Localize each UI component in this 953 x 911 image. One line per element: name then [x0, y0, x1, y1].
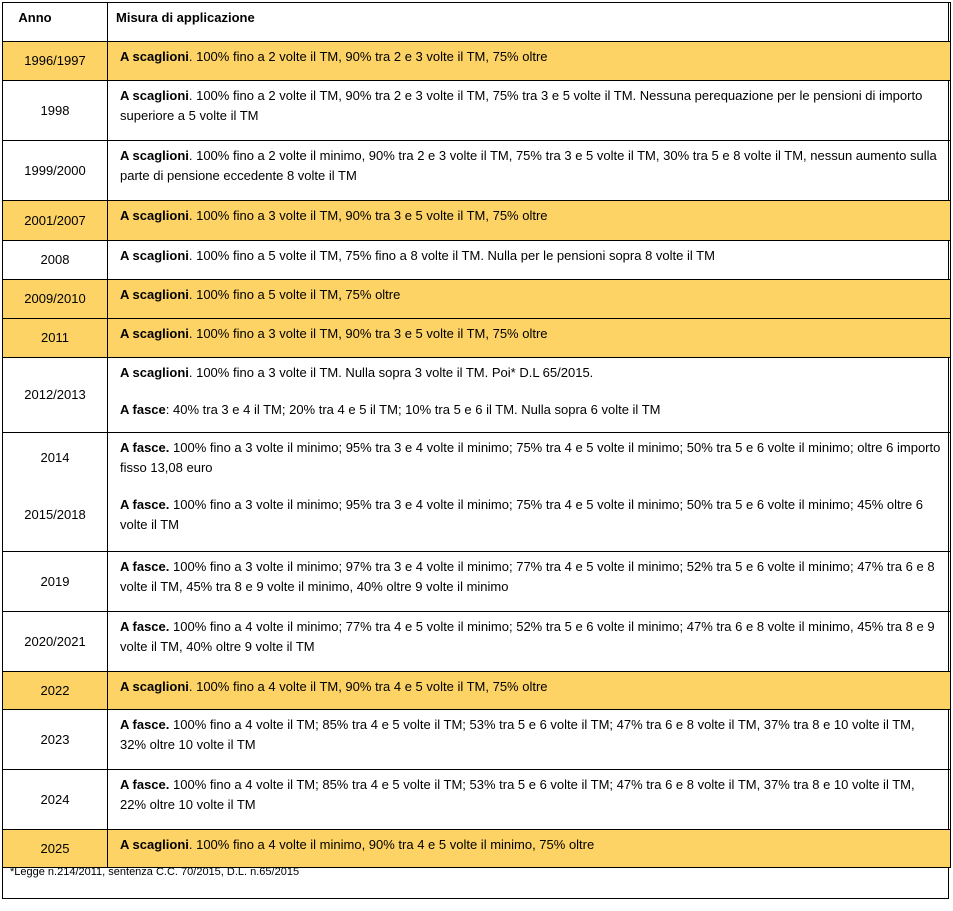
misura-cell	[108, 280, 951, 319]
misura-paragraph	[120, 324, 942, 344]
misura-type-label: A fasce.	[120, 440, 170, 455]
misura-cell	[108, 319, 951, 358]
anno-cell: 1996/1997	[3, 42, 108, 81]
table-row	[3, 552, 951, 612]
anno-cell: 2020/2021	[3, 612, 108, 672]
table-row	[3, 612, 951, 672]
misura-text: . 100% fino a 3 volte il TM. Nulla sopra 3 volte il TM. Poi* D.L 65/2015.	[188, 365, 594, 380]
misura-cell	[108, 672, 951, 710]
misura-paragraph	[120, 617, 942, 657]
misura-paragraph	[120, 246, 942, 266]
misura-text: . 100% fino a 5 volte il TM, 75% oltre	[188, 287, 401, 302]
misura-text: . 100% fino a 2 volte il minimo, 90% tra 2 e 3 volte il TM, 75% tra 3 e 5 volte il TM, 30% tra 5 e 8 volte il TM, nessun aumento sulla parte di pensione eccedente 8 volte il TM	[120, 148, 937, 183]
anno-cell: 2001/2007	[3, 201, 108, 241]
anno-cell: 2022	[3, 672, 108, 710]
misura-paragraph	[120, 400, 942, 420]
footnote: *Legge n.214/2011, sentenza C.C. 70/2015, D.L. n.65/2015	[10, 866, 300, 878]
misura-type-label: A scaglioni	[120, 88, 189, 103]
misura-paragraph	[120, 47, 942, 67]
table-row	[3, 770, 951, 830]
misura-type-label: A fasce.	[120, 777, 170, 792]
table-row	[3, 201, 951, 241]
anno-cell: 2023	[3, 710, 108, 770]
anno-cell: 2011	[3, 319, 108, 358]
misura-type-label: A scaglioni	[120, 679, 189, 694]
anno-cell: 1998	[3, 81, 108, 141]
misura-cell	[108, 612, 951, 672]
anno-cell: 2025	[3, 830, 108, 868]
misura-cell	[108, 42, 951, 81]
table-row	[3, 672, 951, 710]
misura-paragraph	[120, 715, 942, 755]
misura-text: . 100% fino a 2 volte il TM, 90% tra 2 e 3 volte il TM, 75% oltre	[188, 49, 548, 64]
misura-type-label: A fasce.	[120, 497, 170, 512]
table-row	[3, 42, 951, 81]
misura-cell	[108, 141, 951, 201]
misura-paragraph	[120, 285, 942, 305]
misura-text: 100% fino a 3 volte il minimo; 97% tra 3 e 4 volte il minimo; 77% tra 4 e 5 volte il minimo; 52% tra 5 e 6 volte il minimo; 47% tra 6 e 8 volte il TM, 45% tra 8 e 9 volte il minimo, 40% oltre 9 volte il minimo	[120, 559, 935, 594]
misura-paragraph	[120, 835, 942, 855]
anno-cell: 2012/2013	[3, 358, 108, 433]
misura-cell	[108, 830, 951, 868]
misura-type-label: A scaglioni	[120, 208, 189, 223]
perequazione-table	[2, 2, 951, 868]
misura-text: 100% fino a 3 volte il minimo; 95% tra 3 e 4 volte il minimo; 75% tra 4 e 5 volte il minimo; 50% tra 5 e 6 volte il minimo; 45% oltre 6 volte il TM	[120, 497, 924, 532]
table-header-row	[3, 3, 951, 42]
table-row	[3, 141, 951, 201]
anno-cell: 2008	[3, 241, 108, 280]
misura-paragraph	[120, 775, 942, 815]
misura-text: . 100% fino a 4 volte il TM, 90% tra 4 e 5 volte il TM, 75% oltre	[188, 679, 548, 694]
misura-text: : 40% tra 3 e 4 il TM; 20% tra 4 e 5 il TM; 10% tra 5 e 6 il TM. Nulla sopra 6 volte il TM	[165, 402, 661, 417]
misura-cell	[108, 241, 951, 280]
table-row	[3, 241, 951, 280]
anno-cell	[3, 433, 108, 552]
misura-text: 100% fino a 4 volte il minimo; 77% tra 4 e 5 volte il minimo; 52% tra 5 e 6 volte il minimo; 47% tra 6 e 8 volte il minimo, 45% tra 8 e 9 volte il TM, 40% oltre 9 volte il TM	[120, 619, 935, 654]
anno-value: 2014	[40, 450, 70, 465]
table-row	[3, 830, 951, 868]
misura-paragraph	[120, 677, 942, 697]
table-row	[3, 319, 951, 358]
misura-cell	[108, 770, 951, 830]
misura-cell	[108, 552, 951, 612]
header-anno: Anno	[3, 3, 108, 42]
table-row	[3, 433, 951, 552]
misura-cell	[108, 710, 951, 770]
table-row	[3, 81, 951, 141]
misura-text: . 100% fino a 4 volte il minimo, 90% tra 4 e 5 volte il minimo, 75% oltre	[188, 837, 595, 852]
misura-cell	[108, 433, 951, 552]
anno-cell: 2019	[3, 552, 108, 612]
table-row	[3, 358, 951, 433]
anno-value-secondary: 2015/2018	[24, 507, 86, 522]
anno-cell: 1999/2000	[3, 141, 108, 201]
misura-type-label: A scaglioni	[120, 365, 189, 380]
misura-type-label: A fasce.	[120, 619, 170, 634]
misura-paragraph	[120, 438, 942, 478]
misura-text: . 100% fino a 2 volte il TM, 90% tra 2 e 3 volte il TM, 75% tra 3 e 5 volte il TM. Nessuna perequazione per le pensioni di importo superiore a 5 volte il TM	[120, 88, 923, 123]
misura-text: 100% fino a 4 volte il TM; 85% tra 4 e 5 volte il TM; 53% tra 5 e 6 volte il TM; 47% tra 6 e 8 volte il TM, 37% tra 8 e 10 volte il TM, 32% oltre 10 volte il TM	[120, 717, 915, 752]
misura-cell	[108, 81, 951, 141]
table-row	[3, 280, 951, 319]
misura-text: . 100% fino a 5 volte il TM, 75% fino a 8 volte il TM. Nulla per le pensioni sopra 8 volte il TM	[188, 248, 715, 263]
misura-text: 100% fino a 3 volte il minimo; 95% tra 3 e 4 volte il minimo; 75% tra 4 e 5 volte il minimo; 50% tra 5 e 6 volte il minimo; oltre 6 importo fisso 13,08 euro	[120, 440, 941, 475]
anno-cell: 2009/2010	[3, 280, 108, 319]
misura-type-label: A scaglioni	[120, 326, 189, 341]
misura-type-label: A scaglioni	[120, 49, 189, 64]
misura-paragraph	[120, 206, 942, 226]
misura-type-label: A fasce	[120, 402, 166, 417]
misura-paragraph	[120, 495, 942, 535]
misura-type-label: A scaglioni	[120, 248, 189, 263]
misura-paragraph	[120, 557, 942, 597]
anno-cell: 2024	[3, 770, 108, 830]
misura-text: . 100% fino a 3 volte il TM, 90% tra 3 e 5 volte il TM, 75% oltre	[188, 208, 548, 223]
misura-paragraph	[120, 363, 942, 383]
misura-paragraph	[120, 146, 942, 186]
misura-type-label: A fasce.	[120, 559, 170, 574]
header-misura: Misura di applicazione	[108, 3, 951, 42]
misura-type-label: A scaglioni	[120, 148, 189, 163]
misura-cell	[108, 201, 951, 241]
misura-paragraph	[120, 86, 942, 126]
table-row	[3, 710, 951, 770]
misura-type-label: A scaglioni	[120, 287, 189, 302]
misura-type-label: A scaglioni	[120, 837, 189, 852]
misura-type-label: A fasce.	[120, 717, 170, 732]
misura-cell	[108, 358, 951, 433]
misura-text: 100% fino a 4 volte il TM; 85% tra 4 e 5 volte il TM; 53% tra 5 e 6 volte il TM; 47% tra 6 e 8 volte il TM, 37% tra 8 e 10 volte il TM, 22% oltre 10 volte il TM	[120, 777, 915, 812]
misura-text: . 100% fino a 3 volte il TM, 90% tra 3 e 5 volte il TM, 75% oltre	[188, 326, 548, 341]
